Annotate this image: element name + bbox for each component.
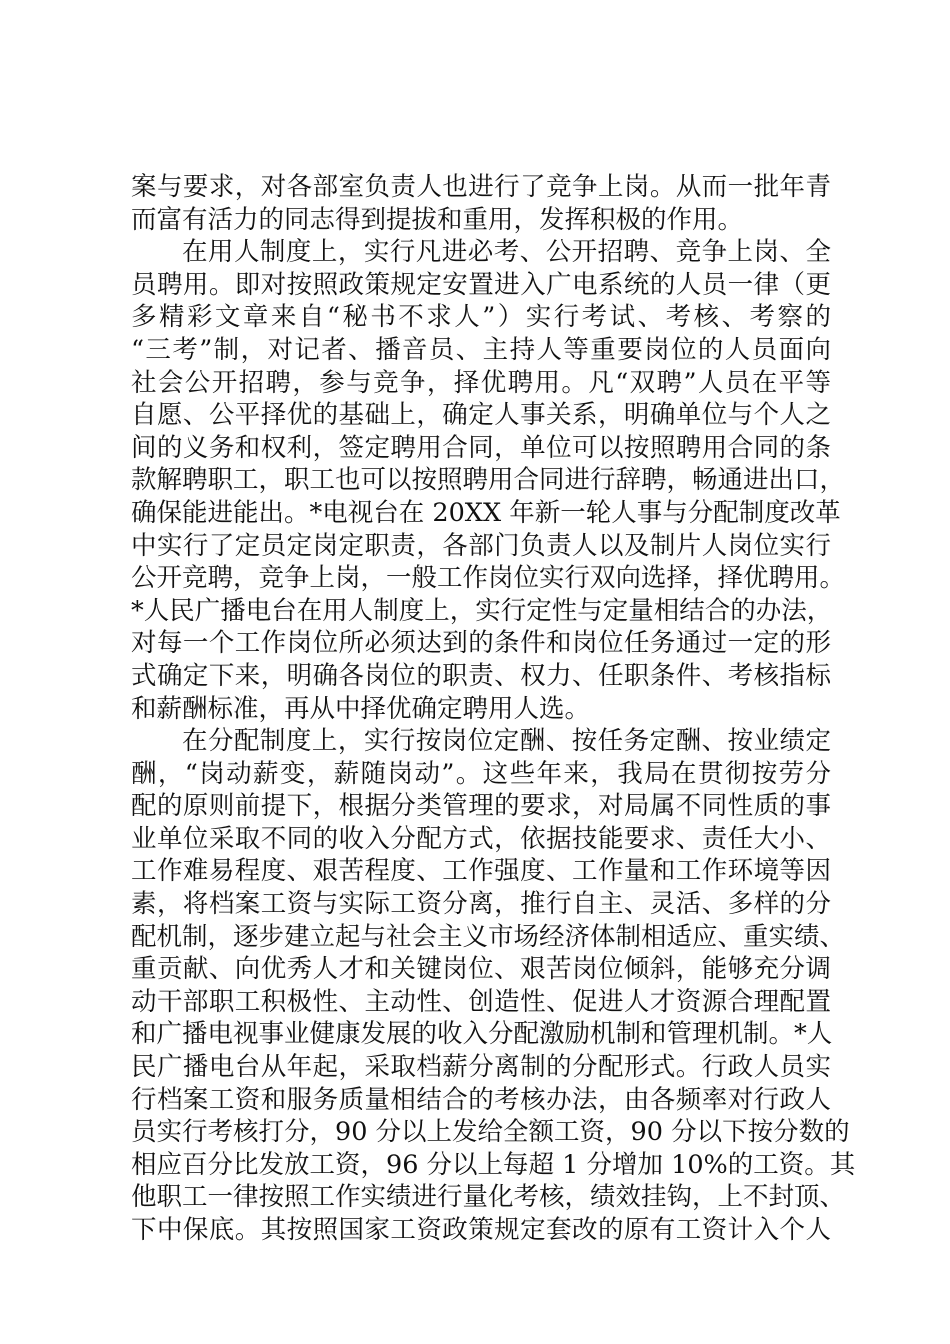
text-line: 下中保底。其按照国家工资政策规定套改的原有工资计入个人	[131, 1215, 831, 1245]
text-line: 酬，“岗动薪变，薪随岗动”。这些年来，我局在贯彻按劳分	[131, 758, 831, 789]
text-line: 中实行了定员定岗定职责，各部门负责人以及制片人岗位实行	[131, 530, 831, 561]
text-line: 自愿、公平择优的基础上，确定人事关系，明确单位与个人之	[131, 400, 831, 431]
text-line: 社会公开招聘，参与竞争，择优聘用。凡“双聘”人员在平等	[131, 367, 831, 398]
text-line: 和薪酬标准，再从中择优确定聘用人选。	[131, 693, 591, 724]
text-line: 业单位采取不同的收入分配方式，依据技能要求、责任大小、	[131, 823, 831, 854]
text-line: 重贡献、向优秀人才和关键岗位、艰苦岗位倾斜，能够充分调	[131, 954, 831, 985]
text-line: 公开竞聘，竞争上岗，一般工作岗位实行双向选择，择优聘用。	[131, 563, 846, 594]
text-line: 多精彩文章来自“秘书不求人”）实行考试、考核、考察的	[131, 302, 831, 333]
text-line: 对每一个工作岗位所必须达到的条件和岗位任务通过一定的形	[131, 628, 831, 659]
text-line: 动干部职工积极性、主动性、创造性、促进人才资源合理配置	[131, 986, 831, 1017]
text-line: 民广播电台从年起，采取档薪分离制的分配形式。行政人员实	[131, 1052, 831, 1083]
text-line: 案与要求，对各部室负责人也进行了竞争上岗。从而一批年青	[131, 172, 831, 202]
text-line: 工作难易程度、艰苦程度、工作强度、工作量和工作环境等因	[131, 856, 831, 887]
text-line: 款解聘职工，职工也可以按照聘用合同进行辞聘，畅通进出口，	[131, 465, 846, 496]
paragraph-first-line: 在用人制度上，实行凡进必考、公开招聘、竞争上岗、全	[182, 237, 831, 268]
text-line: 配的原则前提下，根据分类管理的要求，对局属不同性质的事	[131, 791, 831, 822]
paragraph-first-line: 在分配制度上，实行按岗位定酬、按任务定酬、按业绩定	[182, 726, 831, 757]
text-line: 素，将档案工资与实际工资分离，推行自主、灵活、多样的分	[131, 889, 831, 920]
text-line: 员实行考核打分，90 分以上发给全额工资，90 分以下按分数的	[131, 1117, 850, 1148]
text-line: 行档案工资和服务质量相结合的考核办法，由各频率对行政人	[131, 1084, 831, 1115]
text-line: 他职工一律按照工作实绩进行量化考核，绩效挂钩，上不封顶、	[131, 1182, 846, 1213]
text-line: 相应百分比发放工资，96 分以上每超 1 分增加 10%的工资。其	[131, 1149, 856, 1180]
text-line: “三考”制，对记者、播音员、主持人等重要岗位的人员面向	[131, 334, 831, 365]
text-line: 而富有活力的同志得到提拔和重用，发挥积极的作用。	[131, 204, 744, 235]
text-line: 间的义务和权利，签定聘用合同，单位可以按照聘用合同的条	[131, 432, 831, 463]
text-line: 式确定下来，明确各岗位的职责、权力、任职条件、考核指标	[131, 660, 831, 691]
text-line: 员聘用。即对按照政策规定安置进入广电系统的人员一律（更	[131, 269, 831, 300]
text-line: *人民广播电台在用人制度上，实行定性与定量相结合的办法，	[131, 595, 833, 626]
body-text	[131, 171, 856, 1247]
text-line: 和广播电视事业健康发展的收入分配激励机制和管理机制。*人	[131, 1019, 833, 1050]
text-line: 确保能进能出。*电视台在 20XX 年新一轮人事与分配制度改革	[131, 497, 841, 528]
text-line: 配机制，逐步建立起与社会主义市场经济体制相适应、重实绩、	[131, 921, 846, 952]
